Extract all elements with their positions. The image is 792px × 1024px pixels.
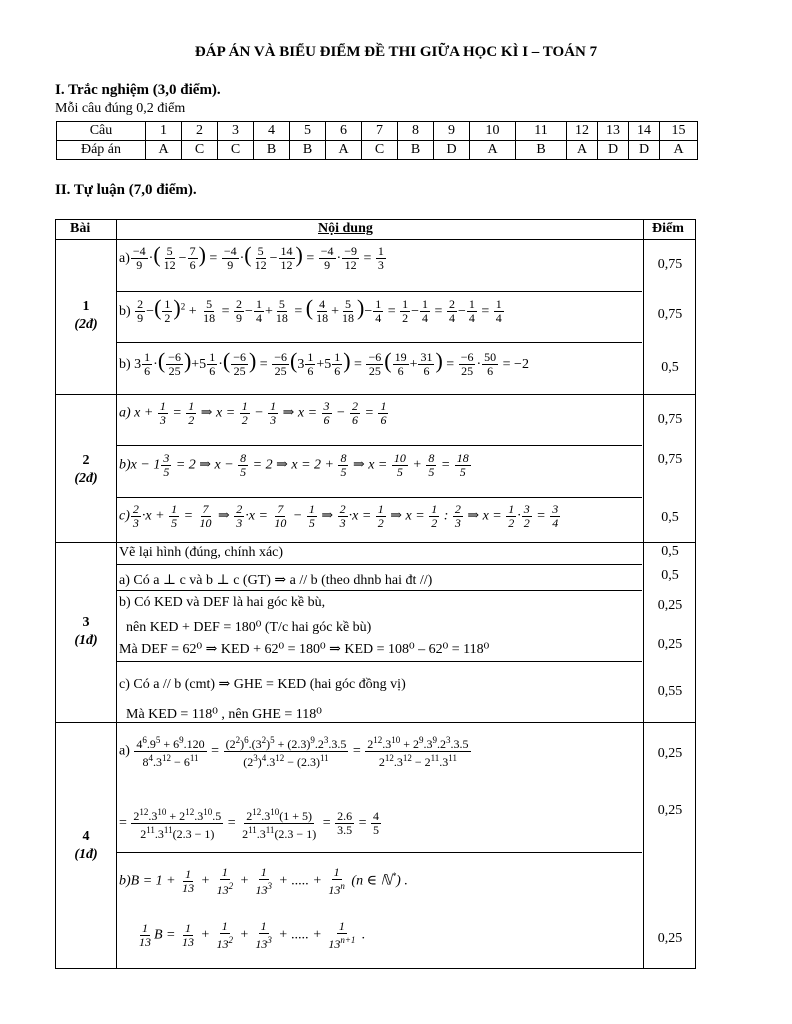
question-cell: 7 <box>362 122 398 141</box>
answer-cell: D <box>598 141 629 160</box>
cell-divider <box>116 445 642 446</box>
problem-points: (1đ) <box>74 847 98 862</box>
text-line: nên KED + DEF = 180⁰ (T/c hai góc kề bù) <box>126 620 372 635</box>
column-divider <box>643 220 644 968</box>
answer-cell: C <box>218 141 254 160</box>
header-content: Nội dung <box>318 221 373 236</box>
question-cell: 6 <box>326 122 362 141</box>
equation-line: = $\frac{2^{12}.3^{10} + 2^{12}.3^{10}.5}{2^{11}.3^{11}(2.3 - 1)}$ = $\frac{2^{12}.3^{10}(1 + 5)}{2^{11}.3^{11}(2.3 - 1)}$ = $\frac{2.6}{3.5}$ = $\frac{4}{5}$ <box>119 807 380 841</box>
equation-line: a) $\frac{4^6.9^5 + 6^9.120}{8^4.3^{12} - 6^{11}}$ = $\frac{(2^2)^6.(3^2)^5 + (2.3)^9.2^3.3.5}{(2^3)^4.3^{12} - (2.3)^{11}}$ = $\frac{2^{12}.3^{10} + 2^9.3^9.2^3.3.5}{2^{12}.3^{12} - 2^{11}.3^{11}}$ <box>119 735 469 769</box>
cell-divider <box>116 564 642 565</box>
score-cell: 0,25 <box>657 598 683 613</box>
score-cell: 0,75 <box>657 257 683 272</box>
cell-divider <box>116 497 642 498</box>
score-cell: 0,5 <box>661 544 679 559</box>
answer-cell: B <box>516 141 567 160</box>
answer-cell: A <box>470 141 516 160</box>
problem-number: 3 <box>82 615 90 630</box>
question-cell: 13 <box>598 122 629 141</box>
equation-line: b) 3 $\frac{1}{6}$ ·( $\frac{-6}{25}$ )+5 $\frac{1}{6}$ ·( $\frac{-6}{25}$ ) = $\frac{-6}{25}$ (3 $\frac{1}{6}$ +5 $\frac{1}{6}$ ) = $\frac{-6}{25}$ ( $\frac{19}{6}$ + $\frac{31}{6}$ ) = $\frac{-6}{25}$ · $\frac{50}{6}$ = −2 <box>119 348 529 379</box>
answer-cell: A <box>326 141 362 160</box>
question-cell: 3 <box>218 122 254 141</box>
answer-cell: C <box>182 141 218 160</box>
problem-label <box>56 614 116 650</box>
text-line: Vẽ lại hình (đúng, chính xác) <box>119 545 284 560</box>
answer-cell: C <box>362 141 398 160</box>
question-cell: 14 <box>629 122 660 141</box>
column-divider <box>116 220 117 968</box>
question-cell: 4 <box>254 122 290 141</box>
cell-divider <box>116 342 642 343</box>
cell-divider <box>116 852 642 853</box>
row-divider <box>56 394 695 395</box>
cell-divider <box>116 291 642 292</box>
row-divider <box>56 542 695 543</box>
text-line: c) Có a // b (cmt) ⇒ GHE = KED (hai góc đồng vị) <box>119 677 406 692</box>
problem-number: 1 <box>82 299 90 314</box>
header-score: Điểm <box>652 221 684 236</box>
score-cell: 0,55 <box>657 684 683 699</box>
equation-line: a) $\frac{-4}{9}$ ·( $\frac{5}{12}$ − $\frac{7}{6}$ ) = $\frac{-4}{9}$ ·( $\frac{5}{12}$ − $\frac{14}{12}$ ) = $\frac{-4}{9}$ · $\frac{-9}{12}$ = $\frac{1}{3}$ <box>119 242 384 273</box>
score-cell: 0,75 <box>657 307 683 322</box>
problem-label <box>56 828 116 864</box>
equation-line: b)x − 1 $\frac{3}{5}$ = 2 ⇒ x − $\frac{8}{5}$ = 2 ⇒ x = 2 + $\frac{8}{5}$ ⇒ x = $\frac{10}{5}$ + $\frac{8}{5}$ = $\frac{18}{5}$ <box>119 451 469 479</box>
text-line: a) Có a ⊥ c và b ⊥ c (GT) ⇒ a // b (theo dhnb hai đt //) <box>119 573 433 588</box>
part1-note: Mỗi câu đúng 0,2 điểm <box>55 101 186 116</box>
score-cell: 0,25 <box>657 637 683 652</box>
header-divider <box>56 239 695 240</box>
answer-cell: B <box>398 141 434 160</box>
score-cell: 0,5 <box>661 510 679 525</box>
score-cell: 0,75 <box>657 452 683 467</box>
cell-divider <box>116 661 642 662</box>
text-line: Mà DEF = 62⁰ ⇒ KED + 62⁰ = 180⁰ ⇒ KED = 108⁰ – 62⁰ = 118⁰ <box>119 642 490 657</box>
header-bai: Bài <box>70 221 91 236</box>
equation-line: $\frac{1}{13}$ B = $\frac{1}{13}$ + $\frac{1}{13^2}$ + $\frac{1}{13^3}$ + ..... + $\frac{1}{13^{n+1}}$ . <box>139 919 366 951</box>
score-cell: 0,75 <box>657 412 683 427</box>
equation-line: b)B = 1 + $\frac{1}{13}$ + $\frac{1}{13^2}$ + $\frac{1}{13^3}$ + ..... + $\frac{1}{13^n}$ (n ∈ ℕ*) . <box>119 865 408 897</box>
answer-row <box>57 141 698 160</box>
page-title: ĐÁP ÁN VÀ BIỂU ĐIỂM ĐỀ THI GIỮA HỌC KÌ I – TOÁN 7 <box>194 44 598 60</box>
answer-cell: A <box>660 141 698 160</box>
question-cell: 15 <box>660 122 698 141</box>
score-cell: 0,25 <box>657 746 683 761</box>
answer-cell: D <box>434 141 470 160</box>
question-cell: 9 <box>434 122 470 141</box>
answer-cell: A <box>567 141 598 160</box>
problem-points: (1đ) <box>74 633 98 648</box>
answer-cell: B <box>290 141 326 160</box>
row-label-question: Câu <box>57 122 146 141</box>
answer-cell: D <box>629 141 660 160</box>
problem-label <box>56 452 116 488</box>
problem-number: 2 <box>82 453 90 468</box>
question-cell: 10 <box>470 122 516 141</box>
score-cell: 0,5 <box>661 360 679 375</box>
problem-number: 4 <box>82 829 90 844</box>
question-cell: 5 <box>290 122 326 141</box>
score-cell: 0,25 <box>657 931 683 946</box>
equation-line: b) $\frac{2}{9}$ −( $\frac{1}{2}$ )$^2$ + $\frac{5}{18}$ = $\frac{2}{9}$ − $\frac{1}{4}$ + $\frac{5}{18}$ = ( $\frac{4}{18}$ + $\frac{5}{18}$ )− $\frac{1}{4}$ = $\frac{1}{2}$ − $\frac{1}{4}$ = $\frac{2}{4}$ − $\frac{1}{4}$ = $\frac{1}{4}$ <box>119 295 502 326</box>
question-cell: 12 <box>567 122 598 141</box>
question-row <box>57 122 698 141</box>
answer-cell: A <box>146 141 182 160</box>
equation-line: c) $\frac{2}{3}$ ·x + $\frac{1}{5}$ = $\frac{7}{10}$ ⇒ $\frac{2}{3}$ ·x = $\frac{7}{10}$ − $\frac{1}{5}$ ⇒ $\frac{2}{3}$ ·x = $\frac{1}{2}$ ⇒ x = $\frac{1}{2}$ : $\frac{2}{3}$ ⇒ x = $\frac{1}{2}$ · $\frac{3}{2}$ = $\frac{3}{4}$ <box>119 502 559 530</box>
problem-points: (2đ) <box>74 317 98 332</box>
equation-line: a) x + $\frac{1}{3}$ = $\frac{1}{2}$ ⇒ x = $\frac{1}{2}$ − $\frac{1}{3}$ ⇒ x = $\frac{3}{6}$ − $\frac{2}{6}$ = $\frac{1}{6}$ <box>119 399 387 427</box>
score-cell: 0,5 <box>661 568 679 583</box>
cell-divider <box>116 590 642 591</box>
question-cell: 11 <box>516 122 567 141</box>
part2-heading: II. Tự luận (7,0 điểm). <box>55 182 197 198</box>
score-cell: 0,25 <box>657 803 683 818</box>
row-label-answer: Đáp án <box>57 141 146 160</box>
text-line: Mà KED = 118⁰ , nên GHE = 118⁰ <box>126 707 322 722</box>
problem-points: (2đ) <box>74 471 98 486</box>
problem-label <box>56 298 116 334</box>
answer-cell: B <box>254 141 290 160</box>
text-line: b) Có KED và DEF là hai góc kề bù, <box>119 595 326 610</box>
question-cell: 8 <box>398 122 434 141</box>
part1-heading: I. Trắc nghiệm (3,0 điểm). <box>55 82 221 98</box>
essay-answer-table <box>55 219 696 969</box>
multiple-choice-table <box>56 121 698 160</box>
question-cell: 1 <box>146 122 182 141</box>
question-cell: 2 <box>182 122 218 141</box>
